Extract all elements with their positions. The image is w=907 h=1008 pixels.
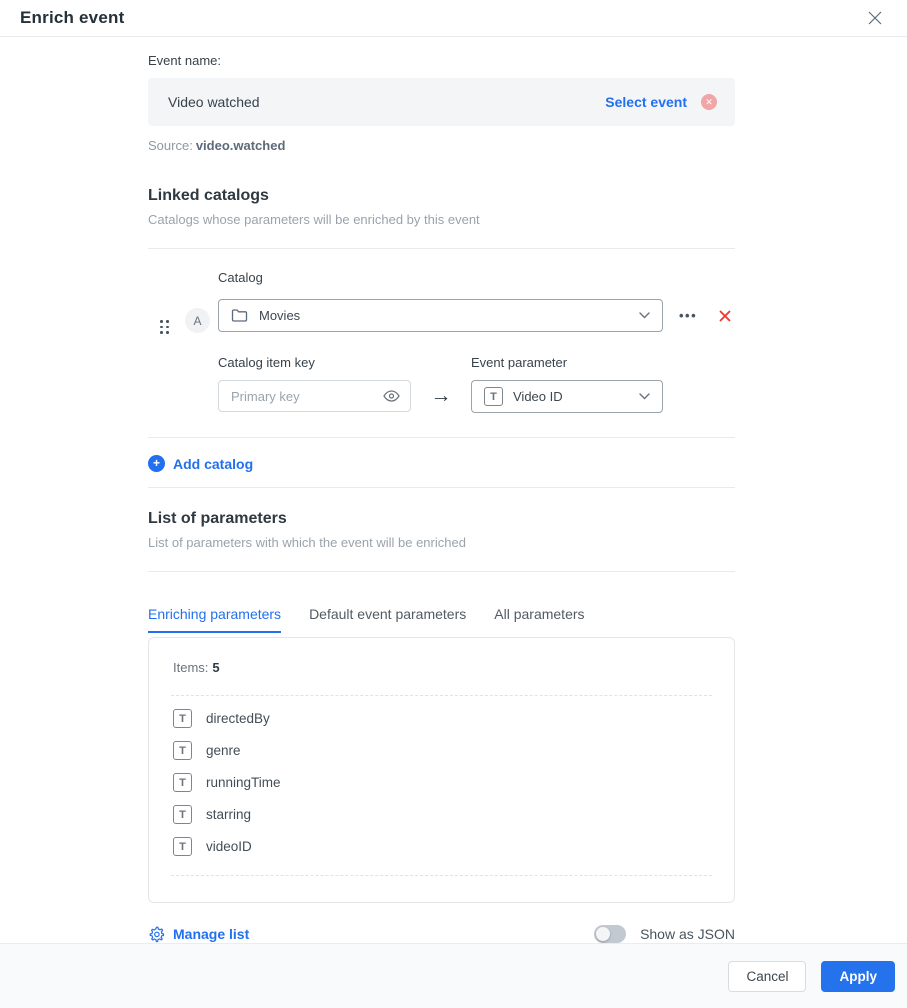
catalog-select-value: Movies (259, 308, 301, 323)
divider (148, 248, 735, 249)
dialog-body (0, 37, 907, 943)
linked-catalogs-title: Linked catalogs (148, 187, 269, 204)
list-item (173, 709, 710, 728)
mapping-arrow-icon: → (430, 384, 452, 407)
event-parameter-value: Video ID (513, 389, 563, 404)
folder-icon (231, 308, 248, 323)
type-text-icon: T (173, 837, 192, 856)
items-count: 5 (212, 660, 220, 675)
dashed-divider (171, 695, 712, 696)
parameters-tabs (148, 606, 735, 633)
manage-row (148, 925, 735, 943)
show-json-label: Show as JSON (640, 926, 735, 942)
tab-default-event-parameters[interactable]: Default event parameters (309, 606, 467, 622)
event-name-value: Video watched (168, 94, 260, 110)
dashed-divider (171, 875, 712, 876)
type-text-icon: T (173, 773, 192, 792)
parameter-name: genre (206, 743, 241, 758)
chevron-down-icon (639, 393, 650, 400)
catalog-item-key-field (218, 380, 411, 412)
catalog-item-key-col (218, 355, 411, 413)
list-of-parameters-subtitle: List of parameters with which the event will be enriched (148, 535, 466, 550)
list-of-parameters-title: List of parameters (148, 510, 287, 527)
more-options-icon[interactable]: ••• (679, 308, 698, 323)
page-title: Enrich event (20, 8, 125, 27)
list-item (173, 805, 710, 824)
dialog-header (0, 0, 907, 37)
catalog-row (148, 269, 735, 413)
parameter-name: directedBy (206, 711, 270, 726)
type-text-icon: T (484, 387, 503, 406)
gear-icon (148, 926, 165, 943)
type-text-icon: T (173, 741, 192, 760)
divider (148, 437, 735, 438)
clear-event-icon[interactable]: ✕ (701, 94, 717, 110)
add-catalog-label: Add catalog (173, 455, 254, 472)
apply-button[interactable]: Apply (821, 961, 895, 992)
type-text-icon: T (173, 805, 192, 824)
divider (148, 571, 735, 572)
catalog-field-label: Catalog (218, 270, 263, 285)
list-item (173, 773, 710, 792)
list-item (173, 837, 710, 856)
eye-icon[interactable] (383, 390, 400, 402)
parameter-name: starring (206, 807, 252, 822)
show-json-toggle[interactable] (594, 925, 626, 943)
source-label: Source: (148, 138, 193, 153)
chevron-down-icon (639, 312, 650, 319)
add-catalog-button[interactable] (148, 455, 253, 472)
divider (148, 487, 735, 488)
source-value: video.watched (195, 138, 286, 153)
event-name-label: Event name: (148, 53, 221, 68)
event-source (148, 138, 735, 153)
catalog-item-key-input[interactable] (231, 389, 383, 404)
event-parameter-label: Event parameter (471, 355, 568, 370)
parameter-name: runningTime (206, 775, 281, 790)
parameters-panel (148, 637, 735, 903)
event-name-box (148, 78, 735, 126)
manage-list-button[interactable] (148, 926, 249, 943)
drag-handle-icon[interactable] (160, 320, 169, 334)
catalog-badge: A (185, 308, 210, 333)
select-event-link[interactable]: Select event (605, 94, 687, 110)
cancel-button[interactable]: Cancel (728, 961, 806, 992)
event-parameter-col (471, 355, 663, 413)
manage-list-label: Manage list (173, 926, 250, 942)
list-item (173, 741, 710, 760)
close-icon[interactable] (863, 6, 887, 30)
event-parameter-select[interactable] (471, 380, 663, 413)
items-label: Items: (173, 660, 209, 675)
tab-enriching-parameters[interactable]: Enriching parameters (148, 606, 281, 633)
dialog-footer (0, 943, 907, 1008)
remove-catalog-icon[interactable] (719, 310, 731, 322)
catalog-item-key-label: Catalog item key (218, 355, 315, 370)
parameters-list (173, 709, 710, 856)
linked-catalogs-subtitle: Catalogs whose parameters will be enriched by this event (148, 212, 480, 227)
parameter-name: videoID (206, 839, 252, 854)
type-text-icon: T (173, 709, 192, 728)
items-count-line (173, 660, 710, 675)
tab-all-parameters[interactable]: All parameters (494, 606, 585, 622)
catalog-select[interactable] (218, 299, 663, 332)
plus-circle-icon: + (148, 455, 165, 472)
